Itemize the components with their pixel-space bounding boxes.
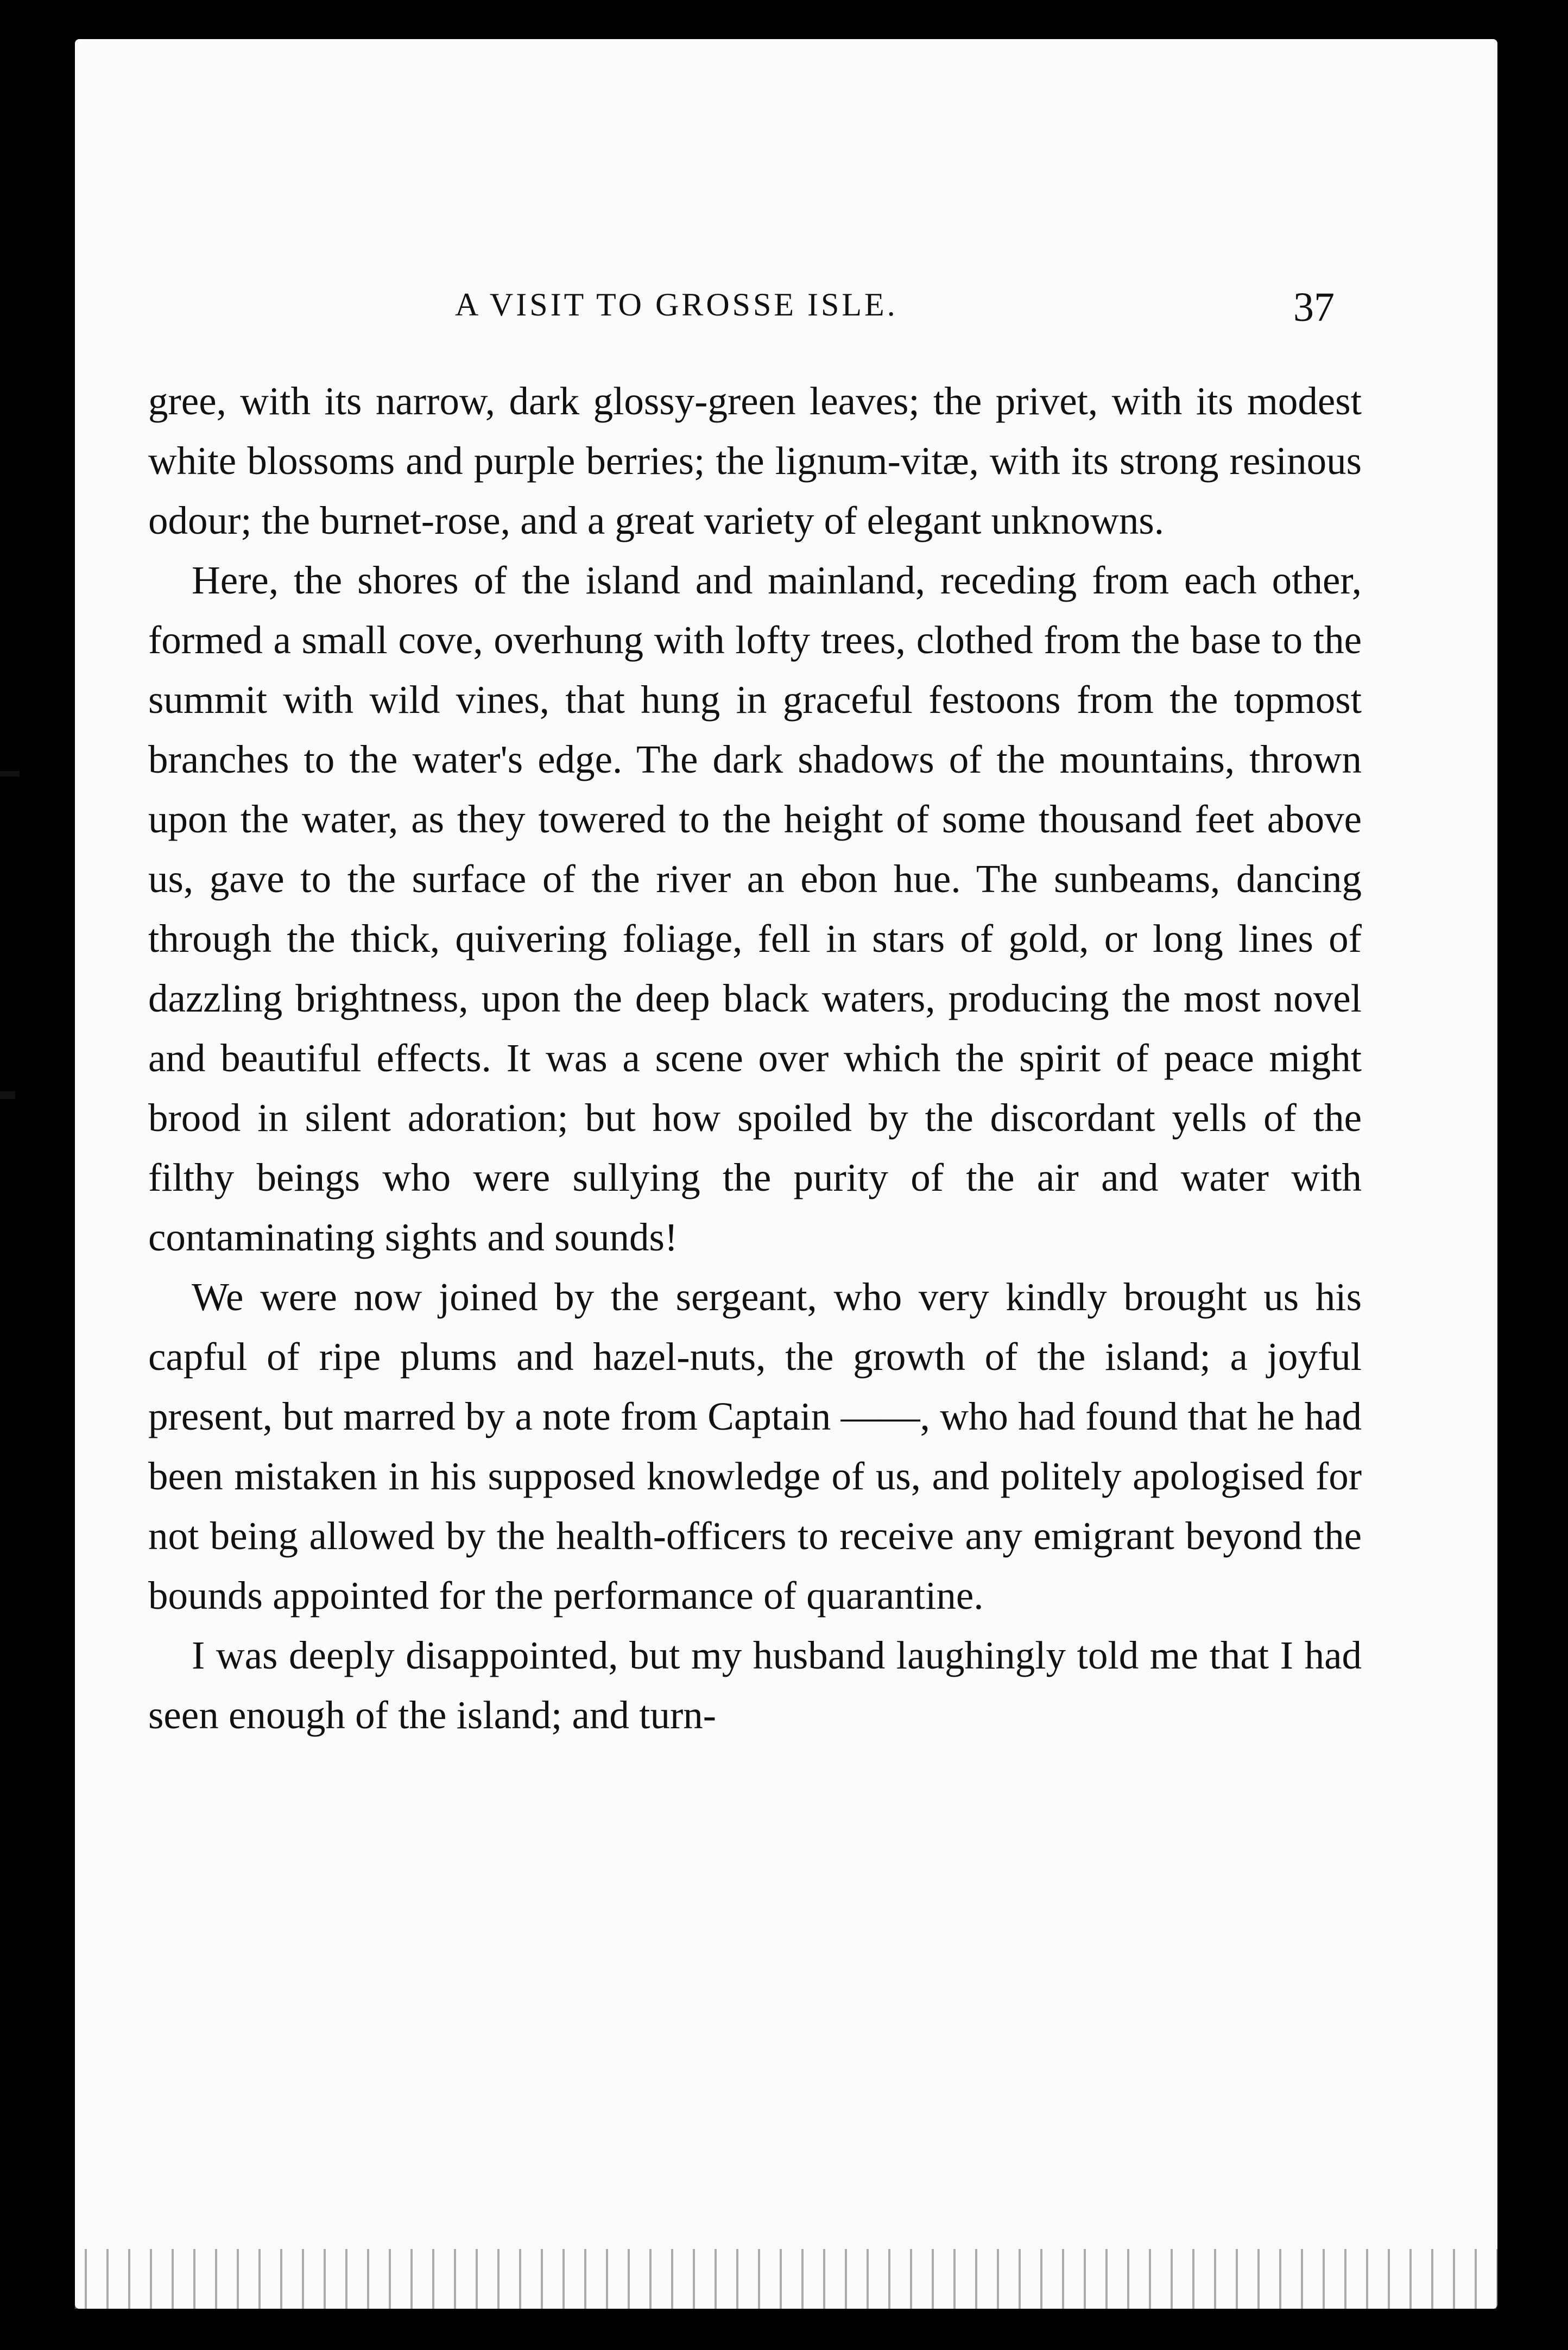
paragraph-continued: gree, with its narrow, dark glossy-green leaves; the privet, with its modest white blossoms and purple berries; the lignum-vitæ, with its strong resinous odour; the burnet-rose, and a great variety of elegant unknowns. [148, 379, 1362, 542]
book-page [75, 39, 1497, 2309]
paragraph: Here, the shores of the island and mainland, receding from each other, formed a small cove, overhung with lofty trees, clothed from the base to the summit with wild vines, that hung in graceful festoons from the topmost branches to the water's edge. The dark shadows of the mountains, thrown upon the water, as they towered to the height of some thousand feet above us, gave to the surface of the river an ebon hue. The sunbeams, dancing through the thick, quivering foliage, fell in stars of gold, or long lines of dazzling brightness, upon the deep black waters, producing the most novel and beautiful effects. It was a scene over which the spirit of peace might brood in silent adoration; but how spoiled by the discordant yells of the filthy beings who were sullying the purity of the air and water with contaminating sights and sounds! [148, 558, 1362, 1259]
left-edge-mark [0, 771, 20, 776]
page-number: 37 [1293, 285, 1335, 330]
running-head: A VISIT TO GROSSE ISLE. [455, 287, 898, 323]
page-header [75, 286, 1497, 335]
page-body [148, 371, 1362, 1745]
paragraph: We were now joined by the sergeant, who very kindly brought us his capful of ripe plums and hazel-nuts, the growth of the island; a joyful present, but marred by a note from Captain ——, who had found that he had been mistaken in his supposed knowledge of us, and politely apologised for not being allowed by the health-officers to receive any emigrant beyond the bounds appointed for the performance of quarantine. [148, 1275, 1362, 1618]
left-edge-mark [0, 1091, 15, 1099]
paragraph: I was deeply disappointed, but my husband laughingly told me that I had seen enough of the island; and turn- [148, 1633, 1362, 1737]
scan-noise [75, 2249, 1497, 2309]
